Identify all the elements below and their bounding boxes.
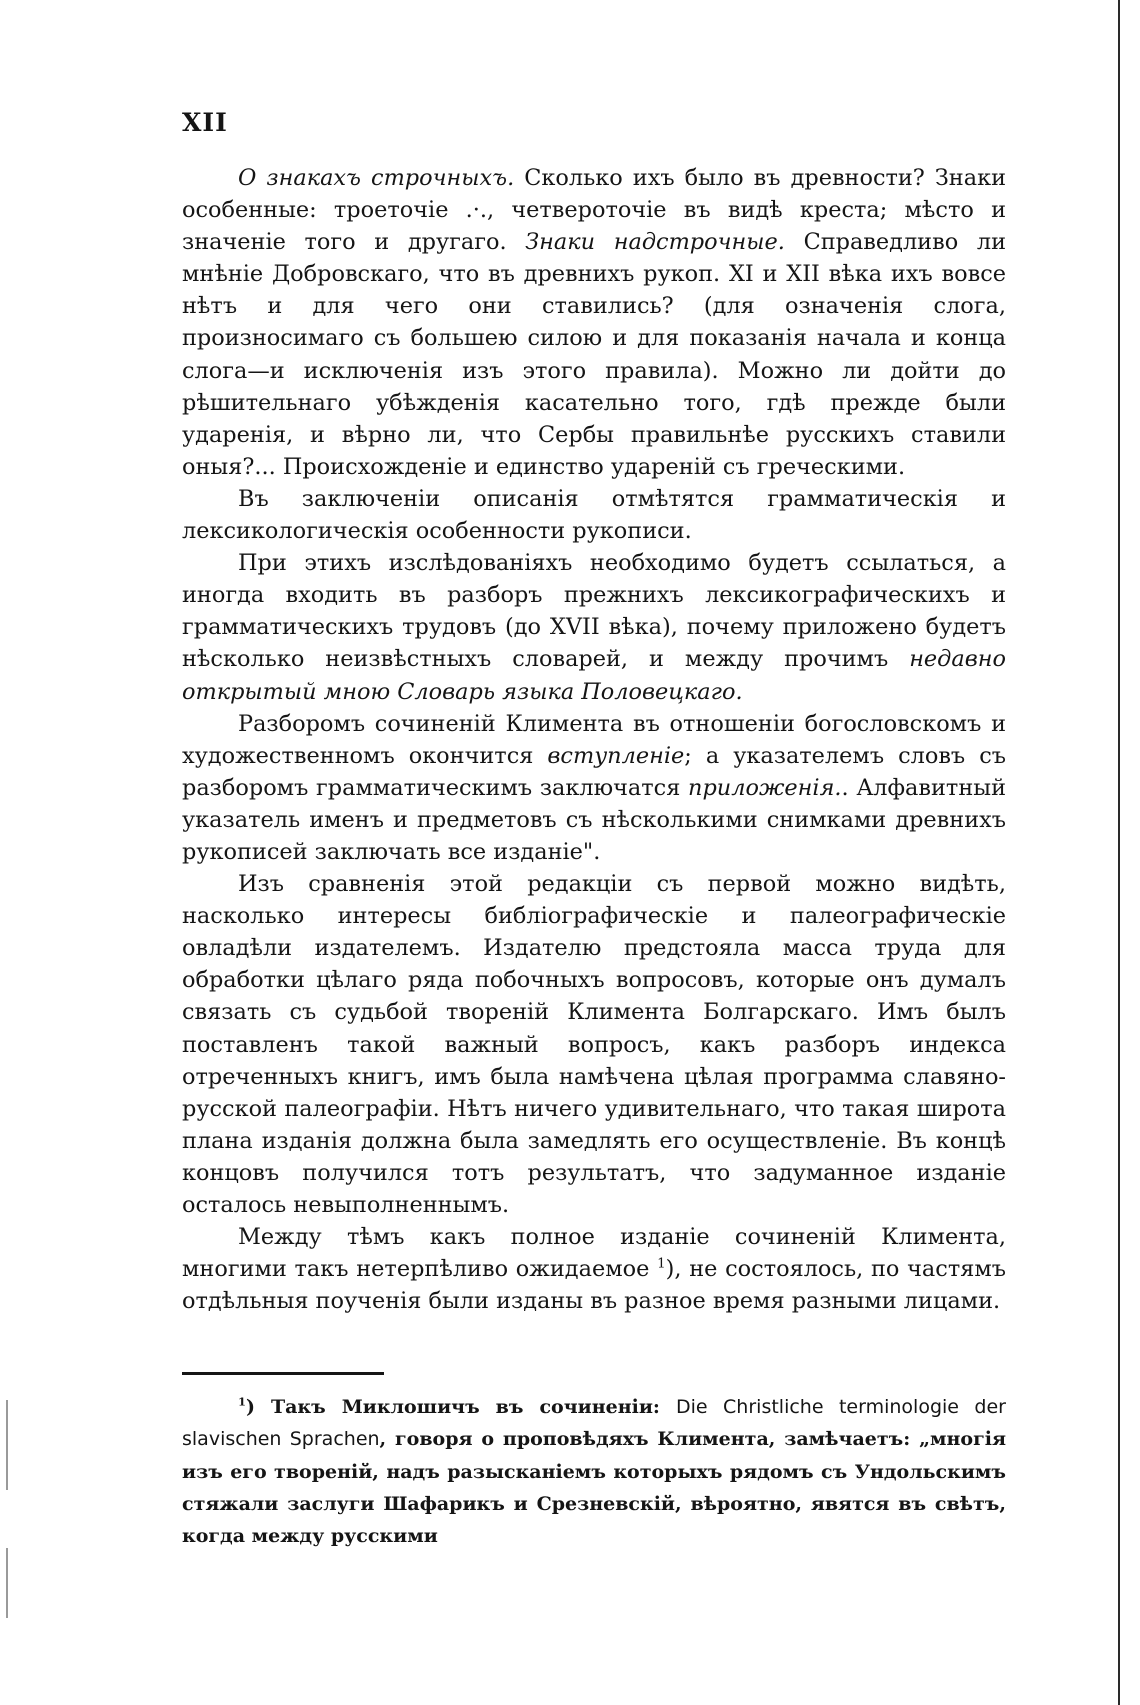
text-run: Въ заключеніи описанія отмѣтятся грамматическія и лексикологическія особенности рукописи. — [182, 485, 1006, 545]
footnote-text — [182, 1396, 1006, 1547]
paragraph — [182, 868, 1006, 1221]
text-run: При этихъ изслѣдованіяхъ необходимо будетъ ссылаться, а иногда входить въ разборъ прежнихъ лексикографическихъ и грамматическихъ трудовъ (до XVII вѣка), почему приложено будетъ нѣсколько неизвѣстныхъ словарей, и между прочимъ — [182, 550, 1006, 673]
italic-text: недавно открытый мною Словарь языка Половецкаго. — [182, 646, 1006, 705]
footnote-divider — [182, 1372, 384, 1375]
paragraph — [182, 708, 1006, 868]
text-run: Сколько ихъ было въ древности? Знаки особенные: троеточіе .·., четвероточіе въ видѣ креста; мѣсто и значеніе того и другаго. — [182, 165, 1006, 256]
paragraph — [182, 547, 1006, 707]
latin-title: Die Christliche terminologie der slavischen Sprachen — [182, 1396, 1006, 1451]
text-run: Изъ сравненія этой редакціи съ первой можно видѣть, насколько интересы библіографическіе и палеографическіе овладѣли издателемъ. Издателю предстояла масса труда для обработки цѣлаго ряда побочныхъ вопросовъ, которые онъ думалъ связать съ судьбой твореній Климента Болгарскаго. Имъ былъ поставленъ такой важный вопросъ, какъ разборъ индекса отреченныхъ книгъ, имъ была намѣчена цѣлая программа славяно-русской палеографіи. Нѣтъ ничего удивительнаго, что такая широта плана изданія должна была замедлять его осуществленіе. Въ концѣ концовъ получился тотъ результатъ, что задуманное изданіе осталось невыполненнымъ. — [182, 871, 1006, 1218]
text-run: Разборомъ сочиненій Климента въ отношеніи богословскомъ и художественномъ окончится — [182, 710, 1006, 769]
footnote-run: , говоря о проповѣдяхъ Климента, замѣчаетъ: „многія изъ его твореній, надъ разысканіемъ которыхъ рядомъ съ Ундольскимъ стяжали заслуги Шафарикъ и Срезневскій, вѣроятно, явятся въ свѣтъ, когда между русскими — [182, 1428, 1006, 1548]
italic-text: О знакахъ строчныхъ. — [238, 165, 515, 191]
scan-margin-mark — [6, 1548, 8, 1618]
text-run: ; а указателемъ словъ съ разборомъ грамматическимъ заключатся — [182, 742, 1006, 801]
italic-text: приложенія. — [688, 774, 842, 801]
paragraph — [182, 162, 1006, 483]
footnote-marker: 1 — [238, 1394, 246, 1409]
text-run: ), не состоялось, по частямъ отдѣльныя поученія были изданы въ разное время разными лицами. — [182, 1256, 1006, 1315]
scan-edge-shadow — [1118, 0, 1120, 1705]
italic-text: вступленіе — [547, 742, 685, 769]
footnote-reference: 1 — [657, 1256, 666, 1272]
text-run: Справедливо ли мнѣніе Добровскаго, что въ древнихъ рукоп. XI и XII вѣка ихъ вовсе нѣтъ и для чего они ставились? (для означенія слога, произносимаго съ большею силою и для показанія начала и конца слога—и исключенія изъ этого правила). Можно ли дойти до рѣшительнаго убѣжденія касательно того, гдѣ прежде были ударенія, и вѣрно ли, что Сербы правильнѣе русскихъ ставили оныя?... Происхожденіе и единство удареній съ греческими. — [182, 229, 1006, 480]
text-run: . Алфавитный указатель именъ и предметовъ съ нѣсколькими снимками древнихъ рукописей заключать все изданіе". — [182, 774, 1006, 865]
page-number: XII — [182, 108, 228, 137]
italic-text: Знаки надстрочные. — [525, 229, 785, 256]
footnote — [182, 1391, 1006, 1552]
body-text — [182, 162, 1006, 1317]
footnote-run: ) Такъ Миклошичъ въ сочиненіи: — [245, 1396, 676, 1418]
text-run: Между тѣмъ какъ полное изданіе сочиненій Климента, многими такъ нетерпѣливо ожидаемое — [182, 1224, 1006, 1283]
scan-margin-mark — [6, 1400, 8, 1490]
paragraph — [182, 1221, 1006, 1317]
paragraph — [182, 483, 1006, 547]
